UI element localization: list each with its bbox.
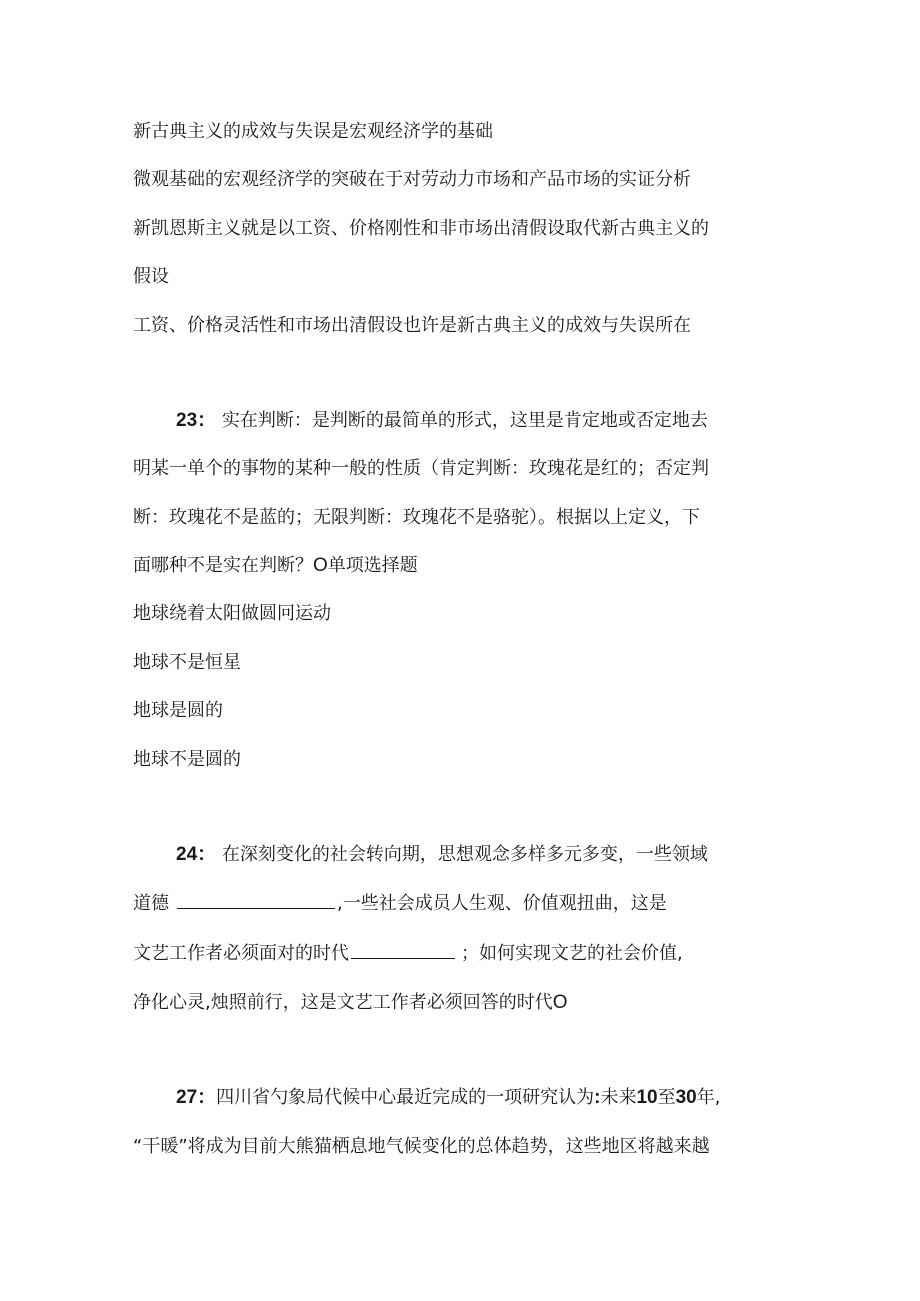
q23-option-4: 地球不是圆的	[133, 749, 241, 770]
q24-stem-text-1: 在深刻变化的社会转向期，思想观念多样多元多变，一些领域	[221, 844, 708, 865]
q23-stem-text-4: 面哪种不是实在判断？	[133, 555, 313, 576]
q23-option-3: 地球是圆的	[133, 700, 223, 721]
q22-option-3-continued: 假设	[133, 266, 169, 287]
q24-stem-text-2a: 道德	[133, 893, 169, 914]
q27-number: 27：	[176, 1087, 217, 1108]
q23-stem-line-3: 断：玫瑰花不是蓝的；无限判断：玫瑰花不是骆驼）。根据以上定义，下	[133, 507, 700, 528]
q24-stem-line-2	[133, 891, 667, 917]
q27-number-10: 10	[636, 1087, 658, 1108]
q27-colon: :	[594, 1087, 601, 1108]
q23-question-type: 单项选择题	[327, 555, 418, 576]
q27-stem-text-1c: 至	[657, 1087, 676, 1108]
q23-option-2: 地球不是恒星	[133, 652, 241, 673]
q27-stem-text-1d: 年,	[696, 1087, 721, 1108]
q23-stem-line-2: 明某一单个的事物的某种一般的性质（肯定判断：玫瑰花是红的；否定判	[133, 458, 709, 479]
q23-stem-line-4	[133, 553, 418, 579]
fill-in-blank-1	[177, 892, 335, 909]
q22-option-1: 新古典主义的成效与失误是宏观经济学的基础	[133, 121, 493, 142]
q27-stem-text-1a: 四川省勺象局代候中心最近完成的一项研究认为	[216, 1087, 595, 1108]
q22-option-2: 微观基础的宏观经济学的突破在于对劳动力市场和产品市场的实证分析	[133, 169, 691, 190]
q24-stem-line-3	[133, 941, 683, 967]
q27-stem-line-2: “干暖”将成为目前大熊猫栖息地气候变化的总体趋势，这些地区将越来越	[133, 1136, 710, 1157]
q23-number: 23：	[176, 410, 217, 431]
q23-option-1: 地球绕着太阳做圆冋运动	[133, 603, 331, 624]
q27-stem-text-1b: 未来	[600, 1087, 637, 1108]
q24-marker: O	[552, 992, 568, 1013]
q24-number: 24：	[176, 844, 217, 865]
q23-stem-text-1: 实在判断：是判断的最简单的形式，这里是肯定地或否定地去	[221, 410, 708, 431]
fill-in-blank-2	[351, 942, 455, 959]
q24-stem-line-1	[176, 842, 708, 868]
q24-stem-text-2b: ,一些社会成员人生观、价值观扭曲，这是	[337, 893, 667, 914]
q24-stem-line-4	[133, 990, 568, 1016]
q22-option-4: 工资、价格灵活性和市场出清假设也许是新古典主义的成效与失误所在	[133, 315, 691, 336]
q24-stem-text-4: 净化心灵,烛照前行，这是文艺工作者必须回答的时代	[133, 992, 553, 1013]
q27-stem-line-1	[176, 1085, 720, 1111]
q24-stem-text-3b: ；如何实现文艺的社会价值,	[461, 943, 683, 964]
q27-number-30: 30	[675, 1087, 697, 1108]
q22-option-3: 新凯恩斯主义就是以工资、价格刚性和非市场出清假设取代新古典主义的	[133, 218, 709, 239]
q24-stem-text-3a: 文艺工作者必须面对的时代	[133, 943, 349, 964]
q23-marker: O	[313, 555, 328, 576]
q23-stem-line-1	[176, 408, 708, 434]
